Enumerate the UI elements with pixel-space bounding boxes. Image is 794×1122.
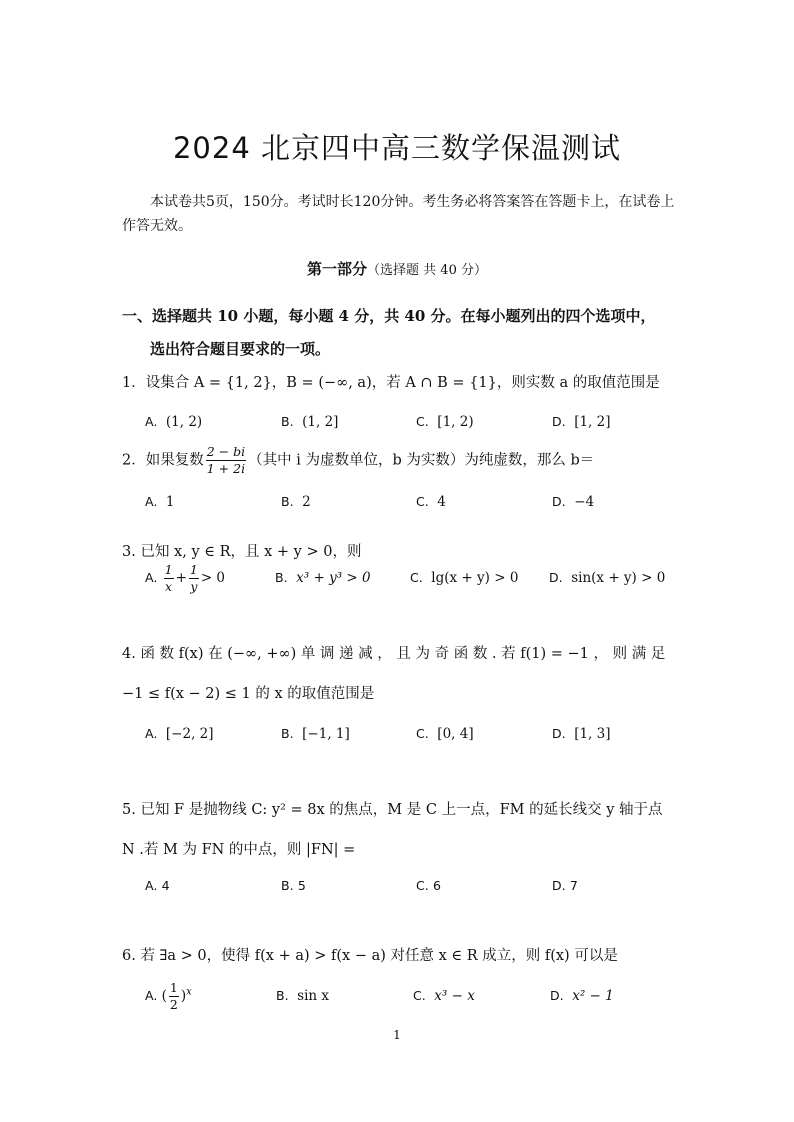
q5-option-d[interactable] (552, 878, 578, 894)
part-note: （选择题 共 40 分） (367, 263, 487, 278)
option-text: 6 (433, 878, 441, 893)
question-2-stem (122, 444, 594, 477)
q4-option-c[interactable] (416, 726, 474, 742)
q3-frac2-num: 1 (189, 562, 198, 577)
q6-paren-open: ( (161, 988, 167, 1004)
q2-option-d[interactable] (552, 494, 594, 510)
q5-option-c[interactable] (416, 878, 441, 894)
option-text: [0, 4] (437, 726, 474, 742)
option-label: D. (550, 988, 564, 1003)
q5-option-b[interactable] (281, 878, 306, 894)
q1-option-b[interactable] (281, 414, 338, 430)
option-label: D. (552, 494, 566, 509)
option-label: C. (416, 414, 429, 429)
q2-fraction (206, 444, 246, 477)
option-label: A. (145, 570, 158, 585)
option-label: D. (552, 878, 566, 893)
part-name: 第一部分 (307, 260, 368, 278)
option-label: B. (281, 726, 294, 741)
option-text: x³ + y³ > 0 (296, 570, 371, 586)
option-label: B. (275, 570, 288, 585)
option-text: [−2, 2] (165, 726, 214, 742)
q6-option-b[interactable] (276, 988, 329, 1004)
question-5-stem: 5. 已知 F 是抛物线 C: y² = 8x 的焦点，M 是 C 上一点，FM 的延长线交 y 轴于点 (122, 802, 663, 818)
q3-plus: + (175, 570, 187, 586)
option-text: x² − 1 (572, 988, 614, 1004)
q2-stem-post: （其中 i 为虚数单位，b 为实数）为纯虚数，那么 b＝ (248, 452, 595, 469)
q4-option-b[interactable] (281, 726, 350, 742)
q4-option-a[interactable] (145, 726, 214, 742)
q3-frac2-den: y (190, 579, 198, 594)
option-text: x³ − x (434, 988, 475, 1004)
option-label: C. (413, 988, 426, 1003)
q6-exponent: x (186, 986, 192, 998)
q3-frac1-den: x (165, 579, 173, 594)
page-title: 2024 北京四中高三数学保温测试 (172, 131, 622, 165)
q5-option-a[interactable] (145, 878, 170, 894)
q2-option-c[interactable] (416, 494, 446, 510)
option-text: 1 (165, 494, 175, 510)
option-label: D. (552, 414, 566, 429)
q3-fraction-2 (189, 562, 199, 595)
question-3-stem: 3. 已知 x, y ∈ R，且 x + y > 0，则 (122, 544, 362, 560)
q4-option-d[interactable] (552, 726, 611, 742)
q3-option-d[interactable] (549, 570, 665, 586)
section-instructions-line2: 选出符合题目要求的一项。 (150, 340, 331, 358)
option-label: C. (416, 494, 429, 509)
option-text: lg(x + y) > 0 (431, 570, 519, 586)
option-label: A. (145, 414, 158, 429)
q3-option-c[interactable] (410, 570, 518, 586)
q3-fraction-1 (164, 562, 174, 595)
option-label: B. (276, 988, 289, 1003)
q6-option-a[interactable] (145, 980, 192, 1013)
q6-paren-close: ) (180, 988, 187, 1004)
option-label: B. (281, 414, 294, 429)
q2-stem-pre: 2．如果复数 (122, 452, 204, 469)
option-label: D. (549, 570, 563, 585)
option-text: sin(x + y) > 0 (571, 570, 666, 586)
q1-option-a[interactable] (145, 414, 202, 430)
section-instructions-line1: 一、选择题共 10 小题，每小题 4 分，共 40 分。在每小题列出的四个选项中， (122, 307, 656, 325)
option-text: sin x (297, 988, 330, 1004)
option-label: C. (416, 878, 429, 893)
option-label: C. (416, 726, 429, 741)
option-text: (1, 2) (165, 414, 203, 430)
q3-option-b[interactable] (275, 570, 371, 586)
q1-option-c[interactable] (416, 414, 474, 430)
q6-option-d[interactable] (550, 988, 614, 1004)
part-heading (0, 258, 794, 279)
option-text: 4 (437, 494, 446, 510)
q6-option-c[interactable] (413, 988, 475, 1004)
q3-optA-tail: > 0 (200, 570, 226, 586)
q6-frac-den: 2 (169, 997, 178, 1012)
option-label: C. (410, 570, 423, 585)
option-text: −4 (574, 494, 595, 510)
q6-frac-num: 1 (169, 980, 178, 995)
option-text: [1, 3] (574, 726, 611, 742)
option-label: A. (145, 878, 158, 893)
q1-option-d[interactable] (552, 414, 611, 430)
question-5-stem-line2: N .若 M 为 FN 的中点，则 |FN| = (122, 842, 356, 858)
option-text: [−1, 1] (302, 726, 350, 742)
q2-fraction-denominator: 1 + 2i (206, 461, 246, 476)
q2-option-a[interactable] (145, 494, 175, 510)
option-label: A. (145, 726, 158, 741)
option-text: (1, 2] (302, 414, 339, 430)
q3-frac1-num: 1 (164, 562, 173, 577)
q3-option-a[interactable] (145, 562, 225, 595)
question-4-stem-line2: −1 ≤ f(x − 2) ≤ 1 的 x 的取值范围是 (122, 686, 375, 702)
question-4-stem: 4. 函 数 f(x) 在 (−∞, +∞) 单 调 递 减 ， 且 为 奇 函 数 . 若 f(1) = −1 ， 则 满 足 (122, 646, 666, 662)
option-label: B. (281, 878, 294, 893)
intro-paragraph: 本试卷共5页，150分。考试时长120分钟。考生务必将答案答在答题卡上，在试卷上作答无效。 (122, 194, 675, 234)
question-6-stem: 6. 若 ∃a > 0，使得 f(x + a) > f(x − a) 对任意 x ∈ R 成立，则 f(x) 可以是 (122, 948, 618, 964)
option-text: [1, 2) (437, 414, 474, 430)
option-text: 2 (302, 494, 311, 510)
option-label: D. (552, 726, 566, 741)
option-label: A. (145, 494, 158, 509)
option-label: B. (281, 494, 294, 509)
question-1-stem: 1．设集合 A = {1, 2}，B = (−∞, a)，若 A ∩ B = {1}，则实数 a 的取值范围是 (122, 375, 660, 391)
option-text: 5 (297, 878, 306, 893)
q2-option-b[interactable] (281, 494, 311, 510)
option-text: 4 (161, 878, 170, 893)
option-label: A. (145, 988, 158, 1003)
q6-fraction (169, 980, 179, 1013)
option-text: [1, 2] (574, 414, 611, 430)
q2-fraction-numerator: 2 − bi (206, 444, 246, 459)
page-number: 1 (393, 1028, 401, 1042)
option-text: 7 (569, 878, 578, 893)
